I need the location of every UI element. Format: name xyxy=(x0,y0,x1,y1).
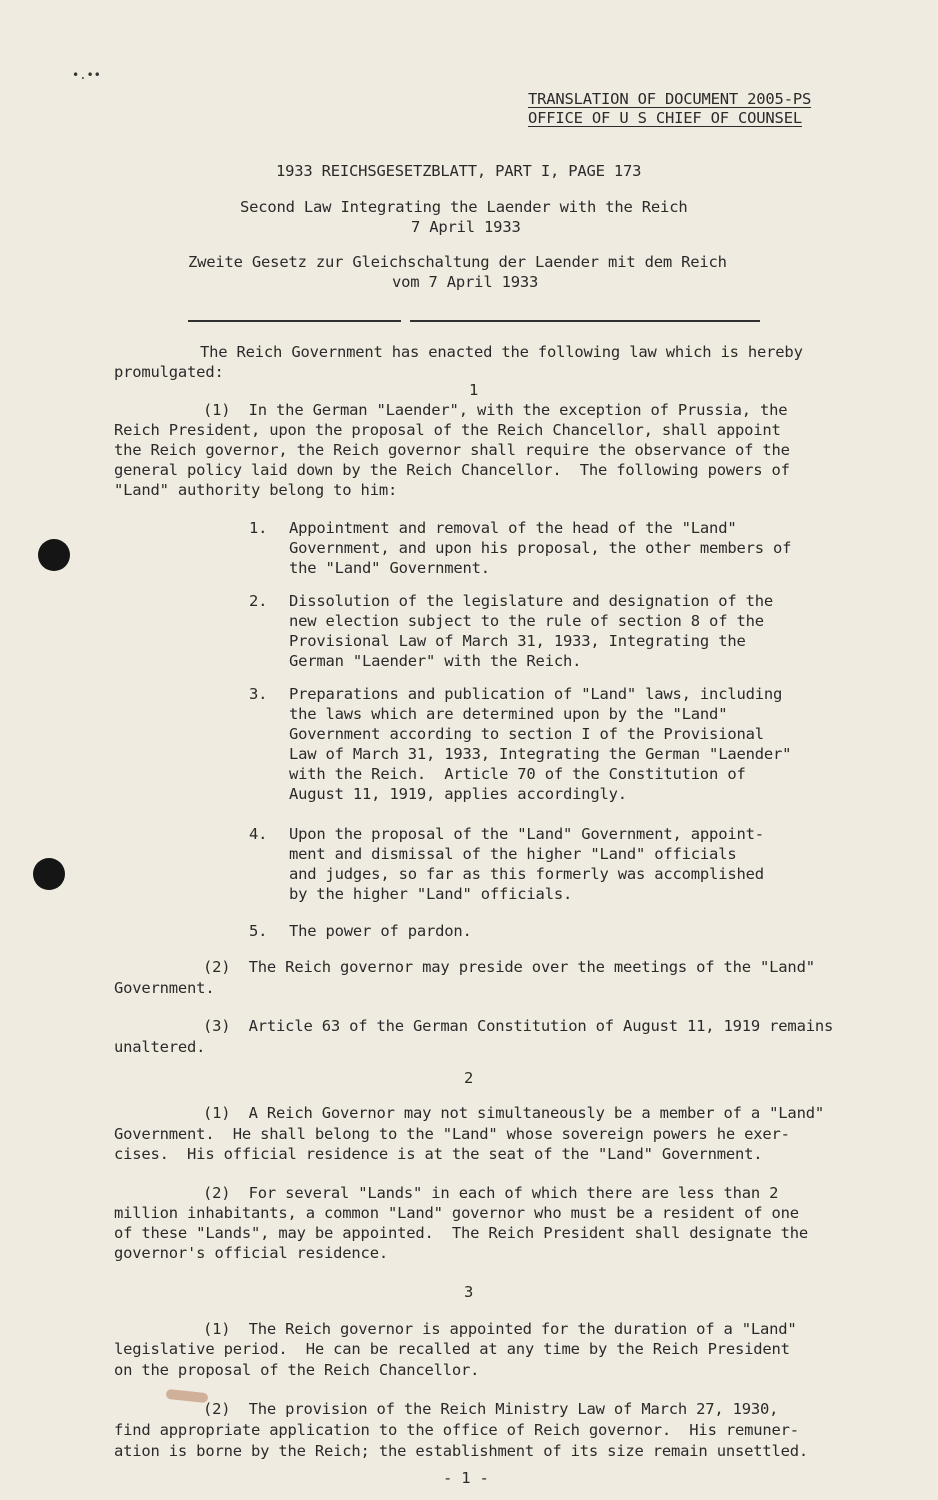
title-english: Second Law Integrating the Laender with the Reich xyxy=(240,198,688,216)
power-line: Government according to section I of the Provisional xyxy=(289,725,764,743)
title-german-date: vom 7 April 1933 xyxy=(392,273,539,291)
s2-p2-line: (2) For several "Lands" in each of which there are less than 2 xyxy=(203,1184,779,1202)
divider-right xyxy=(410,320,760,322)
power-line: The power of pardon. xyxy=(289,922,472,940)
s2-p1-line: (1) A Reich Governor may not simultaneously be a member of a "Land" xyxy=(203,1104,824,1122)
power-line: the laws which are determined upon by the "Land" xyxy=(289,705,728,723)
s2-p2-line: governor's official residence. xyxy=(114,1244,388,1262)
s1-p1-line: the Reich governor, the Reich governor shall require the observance of the xyxy=(114,441,790,459)
corner-marks: •.•• xyxy=(72,68,101,82)
power-line: and judges, so far as this formerly was accomplished xyxy=(289,865,764,883)
s3-p2-line: (2) The provision of the Reich Ministry Law of March 27, 1930, xyxy=(203,1400,779,1418)
power-line: Appointment and removal of the head of the "Land" xyxy=(289,519,737,537)
s1-p1-line: "Land" authority belong to him: xyxy=(114,481,398,499)
intro-line-1: The Reich Government has enacted the following law which is hereby xyxy=(200,343,803,361)
s2-p2-line: million inhabitants, a common "Land" governor who must be a resident of one xyxy=(114,1204,799,1222)
power-line: Government, and upon his proposal, the other members of xyxy=(289,539,792,557)
s1-p2-line: Government. xyxy=(114,979,215,997)
s3-p1-line: on the proposal of the Reich Chancellor. xyxy=(114,1361,480,1379)
power-line: Provisional Law of March 31, 1933, Integrating the xyxy=(289,632,746,650)
section-number-1: 1 xyxy=(469,381,479,399)
power-number: 5. xyxy=(249,922,268,940)
page-number: - 1 - xyxy=(443,1469,489,1487)
s1-p3-line: unaltered. xyxy=(114,1038,206,1056)
s3-p1-line: (1) The Reich governor is appointed for the duration of a "Land" xyxy=(203,1320,797,1338)
power-line: Dissolution of the legislature and designation of the xyxy=(289,592,773,610)
s3-p2-line: ation is borne by the Reich; the establishment of its size remain unsettled. xyxy=(114,1442,809,1460)
power-line: the "Land" Government. xyxy=(289,559,490,577)
source-citation: 1933 REICHSGESETZBLATT, PART I, PAGE 173 xyxy=(276,162,642,180)
power-line: Upon the proposal of the "Land" Government, appoint- xyxy=(289,825,764,843)
section-number-2: 2 xyxy=(464,1069,474,1087)
power-line: with the Reich. Article 70 of the Constitution of xyxy=(289,765,746,783)
power-line: by the higher "Land" officials. xyxy=(289,885,573,903)
s3-p2-line: find appropriate application to the office of Reich governor. His remuner- xyxy=(114,1421,799,1439)
s2-p1-line: Government. He shall belong to the "Land" whose sovereign powers he exer- xyxy=(114,1125,790,1143)
power-number: 3. xyxy=(249,685,268,703)
s1-p2-line: (2) The Reich governor may preside over the meetings of the "Land" xyxy=(203,958,815,976)
power-line: Preparations and publication of "Land" laws, including xyxy=(289,685,783,703)
power-number: 1. xyxy=(249,519,268,537)
power-number: 2. xyxy=(249,592,268,610)
punch-hole-top xyxy=(38,539,70,571)
s3-p1-line: legislative period. He can be recalled at any time by the Reich President xyxy=(114,1340,790,1358)
title-german: Zweite Gesetz zur Gleichschaltung der Laender mit dem Reich xyxy=(188,253,727,271)
paper-stain xyxy=(166,1389,209,1403)
s2-p2-line: of these "Lands", may be appointed. The Reich President shall designate the xyxy=(114,1224,809,1242)
s1-p1-line: (1) In the German "Laender", with the exception of Prussia, the xyxy=(203,401,788,419)
divider-left xyxy=(188,320,401,322)
power-line: August 11, 1919, applies accordingly. xyxy=(289,785,627,803)
power-number: 4. xyxy=(249,825,268,843)
s1-p1-line: general policy laid down by the Reich Chancellor. The following powers of xyxy=(114,461,790,479)
punch-hole-bottom xyxy=(33,858,65,890)
header-office: OFFICE OF U S CHIEF OF COUNSEL xyxy=(528,109,802,127)
power-line: German "Laender" with the Reich. xyxy=(289,652,582,670)
power-line: Law of March 31, 1933, Integrating the German "Laender" xyxy=(289,745,792,763)
s1-p1-line: Reich President, upon the proposal of the Reich Chancellor, shall appoint xyxy=(114,421,781,439)
section-number-3: 3 xyxy=(464,1283,474,1301)
title-english-date: 7 April 1933 xyxy=(411,218,521,236)
header-translation: TRANSLATION OF DOCUMENT 2005-PS xyxy=(528,90,812,108)
intro-line-2: promulgated: xyxy=(114,363,224,381)
s1-p3-line: (3) Article 63 of the German Constitution of August 11, 1919 remains xyxy=(203,1017,834,1035)
s2-p1-line: cises. His official residence is at the seat of the "Land" Government. xyxy=(114,1145,763,1163)
power-line: new election subject to the rule of section 8 of the xyxy=(289,612,764,630)
power-line: ment and dismissal of the higher "Land" officials xyxy=(289,845,737,863)
